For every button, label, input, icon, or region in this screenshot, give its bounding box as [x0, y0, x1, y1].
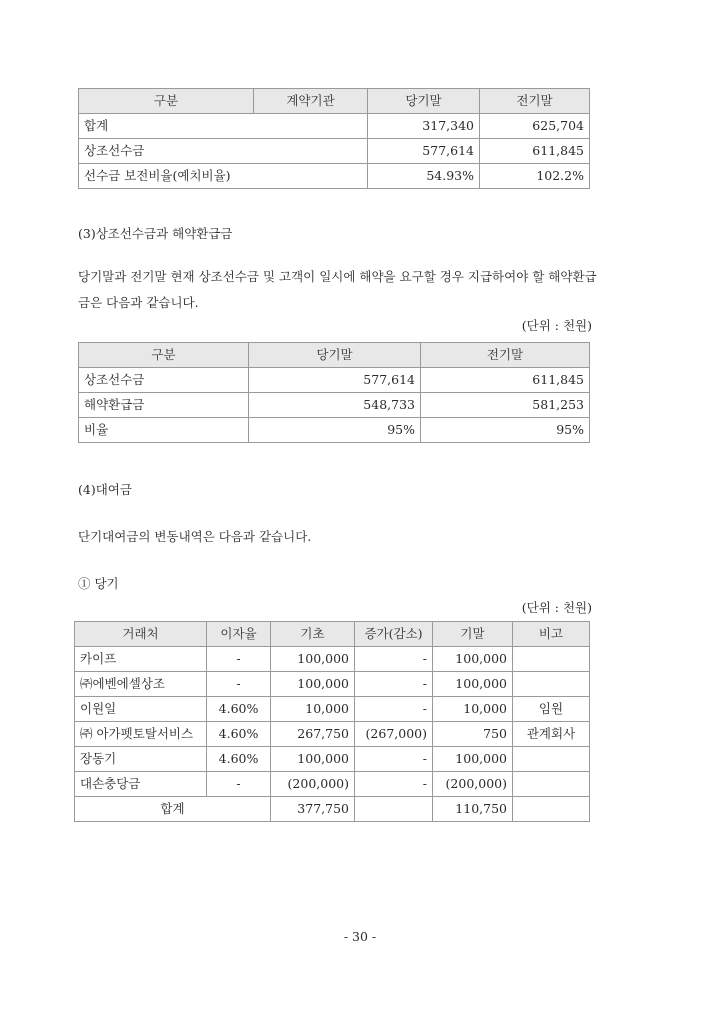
previous-value: 611,845 — [421, 368, 590, 393]
row-label: 선수금 보전비율(예치비율) — [79, 164, 368, 189]
table-row — [75, 722, 590, 747]
opening-cell: 100,000 — [271, 747, 355, 772]
previous-value: 611,845 — [480, 139, 590, 164]
total-opening: 377,750 — [271, 797, 355, 822]
table-row — [79, 393, 590, 418]
section-paragraph: 당기말과 전기말 현재 상조선수금 및 고객이 일시에 해약을 요구할 경우 지급하여야 할 해약환급금은 다음과 같습니다. — [78, 269, 597, 310]
table-row — [79, 164, 590, 189]
column-header: 구분 — [79, 343, 249, 368]
rate-cell: 4.60% — [207, 722, 271, 747]
column-header: 거래처 — [75, 622, 207, 647]
column-header: 당기말 — [249, 343, 421, 368]
column-header: 이자율 — [207, 622, 271, 647]
table-row — [79, 114, 590, 139]
total-note — [513, 797, 590, 822]
party-cell: 카이프 — [75, 647, 207, 672]
opening-cell: 100,000 — [271, 672, 355, 697]
current-value: 95% — [249, 418, 421, 443]
table-total-row — [75, 797, 590, 822]
section-heading: (4)대여금 — [78, 482, 132, 497]
opening-cell: 10,000 — [271, 697, 355, 722]
row-label: 비율 — [79, 418, 249, 443]
current-value: 577,614 — [249, 368, 421, 393]
party-cell: 장동기 — [75, 747, 207, 772]
row-label: 해약환급금 — [79, 393, 249, 418]
closing-cell: 750 — [433, 722, 513, 747]
party-cell: ㈜ 아가펫토탈서비스 — [75, 722, 207, 747]
column-header: 기초 — [271, 622, 355, 647]
opening-cell: (200,000) — [271, 772, 355, 797]
column-header: 기말 — [433, 622, 513, 647]
party-cell: ㈜에벤에셀상조 — [75, 672, 207, 697]
unit-label: (단위 : 천원) — [521, 600, 592, 615]
change-cell: - — [355, 697, 433, 722]
opening-cell: 267,750 — [271, 722, 355, 747]
rate-cell: - — [207, 647, 271, 672]
opening-cell: 100,000 — [271, 647, 355, 672]
rate-cell: 4.60% — [207, 747, 271, 772]
refund-table — [78, 342, 590, 443]
closing-cell: 100,000 — [433, 747, 513, 772]
table-header-row — [79, 89, 590, 114]
table-row — [75, 772, 590, 797]
current-value: 548,733 — [249, 393, 421, 418]
table-row — [79, 418, 590, 443]
current-value: 317,340 — [368, 114, 480, 139]
closing-cell: 100,000 — [433, 647, 513, 672]
party-cell: 이원일 — [75, 697, 207, 722]
table-row — [75, 647, 590, 672]
previous-value: 102.2% — [480, 164, 590, 189]
change-cell: - — [355, 747, 433, 772]
total-closing: 110,750 — [433, 797, 513, 822]
change-cell: - — [355, 772, 433, 797]
column-header: 계약기관 — [254, 89, 368, 114]
table-row — [75, 747, 590, 772]
previous-value: 581,253 — [421, 393, 590, 418]
change-cell: (267,000) — [355, 722, 433, 747]
table-header-row — [75, 622, 590, 647]
column-header: 당기말 — [368, 89, 480, 114]
change-cell: - — [355, 647, 433, 672]
table-row — [75, 672, 590, 697]
subsection-heading: ① 당기 — [78, 576, 119, 591]
row-label: 상조선수금 — [79, 368, 249, 393]
total-change — [355, 797, 433, 822]
note-cell: 관계회사 — [513, 722, 590, 747]
note-cell — [513, 647, 590, 672]
column-header: 전기말 — [480, 89, 590, 114]
previous-value: 95% — [421, 418, 590, 443]
rate-cell: - — [207, 772, 271, 797]
note-cell — [513, 772, 590, 797]
table-row — [75, 697, 590, 722]
row-label: 합계 — [79, 114, 368, 139]
section-paragraph: 단기대여금의 변동내역은 다음과 같습니다. — [78, 529, 312, 544]
table-row — [79, 368, 590, 393]
note-cell — [513, 747, 590, 772]
column-header: 구분 — [79, 89, 254, 114]
note-cell: 임원 — [513, 697, 590, 722]
total-label: 합계 — [75, 797, 271, 822]
loan-table — [74, 621, 590, 822]
current-value: 577,614 — [368, 139, 480, 164]
change-cell: - — [355, 672, 433, 697]
column-header: 증가(감소) — [355, 622, 433, 647]
closing-cell: 10,000 — [433, 697, 513, 722]
closing-cell: (200,000) — [433, 772, 513, 797]
table-header-row — [79, 343, 590, 368]
rate-cell: 4.60% — [207, 697, 271, 722]
current-value: 54.93% — [368, 164, 480, 189]
closing-cell: 100,000 — [433, 672, 513, 697]
row-label: 상조선수금 — [79, 139, 368, 164]
party-cell: 대손충당금 — [75, 772, 207, 797]
previous-value: 625,704 — [480, 114, 590, 139]
table-row — [79, 139, 590, 164]
unit-label: (단위 : 천원) — [521, 318, 592, 333]
rate-cell: - — [207, 672, 271, 697]
column-header: 전기말 — [421, 343, 590, 368]
deposit-ratio-table — [78, 88, 590, 189]
section-heading: (3)상조선수금과 해약환급금 — [78, 226, 233, 241]
page-number: - 30 - — [343, 929, 377, 944]
column-header: 비고 — [513, 622, 590, 647]
note-cell — [513, 672, 590, 697]
